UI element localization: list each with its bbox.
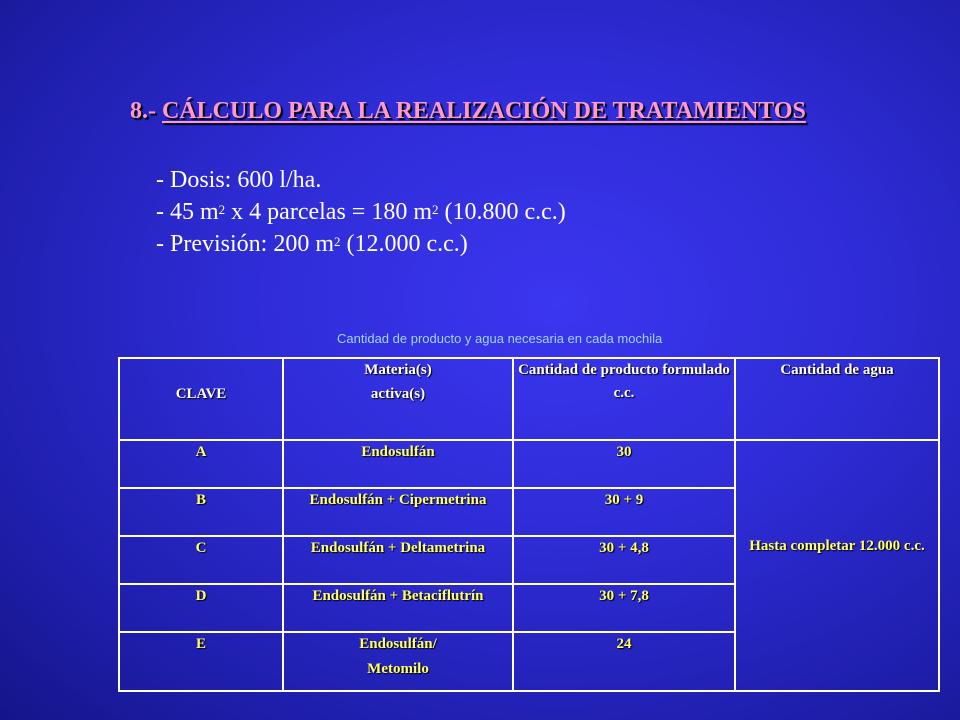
cell-materia: Endosulfán/ Metomilo <box>283 632 513 691</box>
bullet-prevision: - Previsión: 200 $m^2$ (12.000 c.c.) <box>156 231 468 257</box>
table-caption: Cantidad de producto y agua necesaria en cada mochila <box>337 331 663 346</box>
slide-title <box>130 98 806 125</box>
cell-clave: C <box>119 536 283 584</box>
cell-producto: 30 <box>513 440 735 488</box>
cell-producto: 30 + 9 <box>513 488 735 536</box>
cell-materia: Endosulfán <box>283 440 513 488</box>
header-producto: Cantidad de producto formulado c.c. <box>513 358 735 440</box>
treatment-table <box>118 357 940 692</box>
bullet-dosis: - Dosis: 600 l/ha. <box>156 167 322 193</box>
title-number: 8.- <box>130 98 156 124</box>
header-clave: CLAVE <box>119 358 283 440</box>
cell-producto: 24 <box>513 632 735 691</box>
table-header-row <box>119 358 939 440</box>
cell-materia: Endosulfán + Betaciflutrín <box>283 584 513 632</box>
cell-clave: D <box>119 584 283 632</box>
cell-producto: 30 + 4,8 <box>513 536 735 584</box>
table-row <box>119 440 939 488</box>
cell-materia: Endosulfán + Deltametrina <box>283 536 513 584</box>
bullet-list <box>156 164 566 260</box>
cell-clave: E <box>119 632 283 691</box>
cell-agua: Hasta completar 12.000 c.c. <box>735 440 939 691</box>
title-text: CÁLCULO PARA LA REALIZACIÓN DE TRATAMIENTOS <box>162 98 806 124</box>
cell-materia: Endosulfán + Cipermetrina <box>283 488 513 536</box>
cell-clave: A <box>119 440 283 488</box>
cell-producto: 30 + 7,8 <box>513 584 735 632</box>
cell-clave: B <box>119 488 283 536</box>
bullet-area: - 45 $m^2$ x 4 parcelas = 180 $m^2$ (10.800 c.c.) <box>156 199 566 225</box>
header-materia: Materia(s) activa(s) <box>283 358 513 440</box>
header-agua: Cantidad de agua <box>735 358 939 440</box>
